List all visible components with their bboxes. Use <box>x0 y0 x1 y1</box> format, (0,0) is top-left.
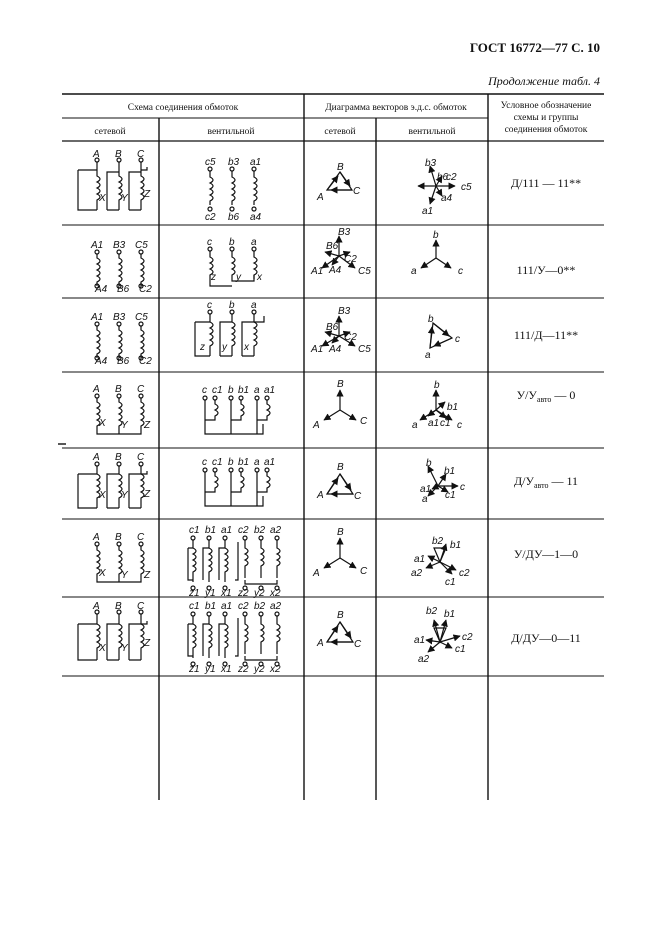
r6-lbl-b2: b2 <box>254 525 266 536</box>
r7-lbl-A: A <box>93 601 100 612</box>
page-header: ГОСТ 16772—77 С. 10 <box>469 40 600 55</box>
r5-vlbl-c: c <box>460 482 465 493</box>
r3-lbl-C2: C2 <box>139 356 152 367</box>
r2-dlbl-C2: C2 <box>344 254 357 265</box>
r5-dlbl-A: A <box>317 490 324 501</box>
r7-vlbl-a1: a1 <box>414 635 426 646</box>
r5-lbl-c: c <box>202 457 207 468</box>
r6-lbl-C: C <box>137 532 145 543</box>
r4-vlbl-c: c <box>457 420 462 431</box>
r6-lbl-a2: a2 <box>270 525 282 536</box>
r4-vlbl-a: a <box>412 420 418 431</box>
r5-lbl-a: a <box>254 457 260 468</box>
r3-lbl-B6: B6 <box>117 356 130 367</box>
r6-vlbl-b1: b1 <box>450 540 462 551</box>
r6-lbl-z2: z2 <box>238 588 249 599</box>
r6-vlbl-c2: c2 <box>459 568 470 579</box>
r3-valve-diagram <box>430 323 452 348</box>
designation-row-4-sub: авто <box>536 395 552 404</box>
r6-lbl-X: X <box>99 568 106 579</box>
r6-lbl-b1: b1 <box>205 525 217 536</box>
r7-lbl-z2: z2 <box>238 664 249 675</box>
header-designation-2: схемы и группы <box>513 113 579 123</box>
r1-vlbl-a1: a1 <box>422 206 434 217</box>
r5-vlbl-b1: b1 <box>444 466 456 477</box>
r4-lbl-Z: Z <box>144 420 151 431</box>
r6-lbl-A: A <box>93 532 100 543</box>
r3-valve-scheme <box>195 310 264 356</box>
r1-lbl-b3: b3 <box>228 157 240 168</box>
r1-network-diagram <box>327 172 352 190</box>
designation-row-4-main: У/У <box>516 388 537 402</box>
r6-lbl-c1: c1 <box>189 525 200 536</box>
r4-lbl-C: C <box>137 384 145 395</box>
r1-lbl-c2: c2 <box>205 212 216 223</box>
sub-valve-2: вентильной <box>408 127 456 137</box>
r2-vlbl-b: b <box>433 230 439 241</box>
header-designation-1: Условное обозначение <box>500 101 592 111</box>
r1-lbl-C: C <box>137 149 145 160</box>
r4-lbl-c: c <box>202 385 207 396</box>
r3-dlbl-C5: C5 <box>358 344 371 355</box>
r1-lbl-B: B <box>115 149 122 160</box>
r6-lbl-y1: y1 <box>205 588 216 599</box>
r7-lbl-x1: x1 <box>221 664 232 675</box>
r5-lbl-C: C <box>137 452 145 463</box>
r7-dlbl-B: B <box>337 610 344 621</box>
r7-lbl-c1: c1 <box>189 601 200 612</box>
r1-vlbl-c5: c5 <box>461 182 472 193</box>
r6-lbl-x2: x2 <box>270 588 281 599</box>
r7-lbl-b2: b2 <box>254 601 266 612</box>
r4-lbl-a: a <box>254 385 260 396</box>
r4-dlbl-B: B <box>337 379 344 390</box>
sub-network-2: сетевой <box>324 127 356 137</box>
r2-lbl-y: y <box>236 272 241 283</box>
r4-lbl-Y: Y <box>121 420 128 431</box>
r2-lbl-C2: C2 <box>139 284 152 295</box>
r6-vlbl-a1: a1 <box>414 554 426 565</box>
r4-lbl-A: A <box>93 384 100 395</box>
r6-network-diagram <box>324 538 356 568</box>
header-scheme: Схема соединения обмоток <box>127 103 239 113</box>
r6-lbl-Y: Y <box>121 570 128 581</box>
r1-vlbl-a4: a4 <box>441 193 453 204</box>
r1-network-scheme <box>78 158 147 210</box>
r5-lbl-b1: b1 <box>238 457 250 468</box>
r5-lbl-A: A <box>93 452 100 463</box>
r7-vlbl-a2: a2 <box>418 654 430 665</box>
r4-vlbl-b: b <box>434 380 440 391</box>
r7-vlbl-c2: c2 <box>462 632 473 643</box>
r7-lbl-x2: x2 <box>270 664 281 675</box>
r4-lbl-B: B <box>115 384 122 395</box>
r3-network-scheme <box>95 322 144 360</box>
r6-lbl-a1: a1 <box>221 525 233 536</box>
r1-vlbl-b6: b6 <box>437 172 449 183</box>
r1-lbl-b6: b6 <box>228 212 240 223</box>
designation-row-5-suffix: — 11 <box>548 474 579 488</box>
r4-vlbl-a1: a1 <box>428 418 440 429</box>
designation-row-5 <box>514 474 578 490</box>
r5-lbl-Z: Z <box>144 489 151 500</box>
r6-valve-scheme <box>188 536 280 590</box>
r7-lbl-C: C <box>137 601 145 612</box>
r4-lbl-X: X <box>99 418 106 429</box>
r7-network-diagram <box>327 622 353 642</box>
r7-vlbl-c1: c1 <box>455 644 466 655</box>
continuation-note: Продолжение табл. 4 <box>488 74 600 88</box>
r2-lbl-A1: A1 <box>91 240 104 251</box>
r3-dlbl-A1: A1 <box>311 344 324 355</box>
r6-lbl-c2: c2 <box>238 525 249 536</box>
r6-lbl-y2: y2 <box>254 588 265 599</box>
r6-lbl-z1: z1 <box>189 588 200 599</box>
r4-dlbl-C: C <box>360 416 368 427</box>
r7-vlbl-b2: b2 <box>426 606 438 617</box>
r2-lbl-z: z <box>211 272 216 283</box>
r7-lbl-Z: Z <box>144 638 151 649</box>
r4-vlbl-c1: c1 <box>440 418 451 429</box>
r2-lbl-C5: C5 <box>135 240 148 251</box>
r2-lbl-A4: A4 <box>95 284 108 295</box>
r7-lbl-B: B <box>115 601 122 612</box>
r6-vlbl-a2: a2 <box>411 568 423 579</box>
designation-row-4-suffix: — 0 <box>551 388 576 402</box>
r3-lbl-b: b <box>229 300 235 311</box>
r5-lbl-b: b <box>228 457 234 468</box>
designation-row-3: 111/Д—11** <box>513 328 579 342</box>
r2-dlbl-C5: C5 <box>358 266 371 277</box>
r7-lbl-a2: a2 <box>270 601 282 612</box>
r2-valve-diagram <box>421 240 451 268</box>
r4-lbl-a1: a1 <box>264 385 276 396</box>
r3-vlbl-a: a <box>425 350 431 361</box>
r6-dlbl-C: C <box>360 566 368 577</box>
r5-lbl-c1: c1 <box>212 457 223 468</box>
r5-dlbl-B: B <box>337 462 344 473</box>
designation-row-4 <box>517 388 576 404</box>
r1-dlbl-A: A <box>317 192 324 203</box>
designation-row-7: Д/ДУ—0—11 <box>511 631 581 645</box>
r7-lbl-c2: c2 <box>238 601 249 612</box>
r1-vlbl-c2: c2 <box>446 172 457 183</box>
r7-lbl-b1: b1 <box>205 601 217 612</box>
r7-network-scheme <box>78 610 147 660</box>
r5-network-scheme <box>78 462 147 508</box>
designation-row-2: 111/У—0** <box>516 263 576 277</box>
r3-dlbl-C2: C2 <box>344 332 357 343</box>
r1-valve-scheme <box>208 167 257 211</box>
r7-lbl-y1: y1 <box>205 664 216 675</box>
designation-row-1: Д/111 — 11** <box>510 176 582 190</box>
r7-lbl-X: X <box>99 643 106 654</box>
r5-vlbl-a: a <box>422 494 428 505</box>
r7-dlbl-A: A <box>317 638 324 649</box>
r5-lbl-a1: a1 <box>264 457 276 468</box>
r2-dlbl-A1: A1 <box>311 266 324 277</box>
r2-lbl-x: x <box>257 272 262 283</box>
r2-lbl-B6: B6 <box>117 284 130 295</box>
r2-network-scheme <box>95 250 144 288</box>
sub-valve-1: вентильной <box>207 127 255 137</box>
r5-dlbl-C: C <box>354 491 362 502</box>
sub-network-1: сетевой <box>94 127 126 137</box>
r2-vlbl-a: a <box>411 266 417 277</box>
r2-dlbl-A4: A4 <box>329 265 342 276</box>
r3-lbl-c: c <box>207 300 212 311</box>
r3-lbl-B3: B3 <box>113 312 126 323</box>
r5-valve-scheme <box>203 468 270 506</box>
designation-row-6: У/ДУ—1—0 <box>513 547 579 561</box>
r1-lbl-a1: a1 <box>250 157 262 168</box>
r1-vlbl-b3: b3 <box>425 158 437 169</box>
r4-network-diagram <box>324 390 356 420</box>
r1-dlbl-C: C <box>353 186 361 197</box>
r5-vlbl-b: b <box>426 458 432 469</box>
r5-network-diagram <box>327 474 353 494</box>
r3-lbl-z: z <box>200 342 205 353</box>
r6-lbl-Z: Z <box>144 570 151 581</box>
r4-vlbl-b1: b1 <box>447 402 459 413</box>
designation-row-5-sub: авто <box>533 481 549 490</box>
r6-lbl-B: B <box>115 532 122 543</box>
r3-lbl-a: a <box>251 300 257 311</box>
r4-lbl-b: b <box>228 385 234 396</box>
r6-lbl-x1: x1 <box>221 588 232 599</box>
r7-lbl-a1: a1 <box>221 601 233 612</box>
r3-dlbl-B6: B6 <box>326 322 339 333</box>
r3-lbl-x: x <box>244 342 249 353</box>
r7-vlbl-b1: b1 <box>444 609 456 620</box>
r1-lbl-X: X <box>99 193 106 204</box>
r3-lbl-A1: A1 <box>91 312 104 323</box>
r4-valve-scheme <box>203 396 270 434</box>
r2-lbl-B3: B3 <box>113 240 126 251</box>
r1-lbl-a4: a4 <box>250 212 262 223</box>
r5-lbl-X: X <box>99 490 106 501</box>
r2-vlbl-c: c <box>458 266 463 277</box>
r5-vlbl-a1: a1 <box>420 484 432 495</box>
r1-dlbl-B: B <box>337 162 344 173</box>
r7-dlbl-C: C <box>354 639 362 650</box>
r3-dlbl-A4: A4 <box>329 344 342 355</box>
r7-lbl-z1: z1 <box>189 664 200 675</box>
r4-lbl-c1: c1 <box>212 385 223 396</box>
r6-vlbl-c1: c1 <box>445 577 456 588</box>
r5-lbl-B: B <box>115 452 122 463</box>
r6-dlbl-A: A <box>313 568 320 579</box>
r2-dlbl-B6: B6 <box>326 241 339 252</box>
r5-lbl-Y: Y <box>121 490 128 501</box>
r3-vlbl-c: c <box>455 334 460 345</box>
r6-vlbl-b2: b2 <box>432 536 444 547</box>
r1-lbl-A: A <box>93 149 100 160</box>
r6-dlbl-B: B <box>337 527 344 538</box>
header-designation-3: соединения обмоток <box>504 125 588 135</box>
r2-lbl-c: c <box>207 237 212 248</box>
r7-lbl-Y: Y <box>121 643 128 654</box>
r2-lbl-a: a <box>251 237 257 248</box>
r4-lbl-b1: b1 <box>238 385 250 396</box>
header-diagram: Диаграмма векторов э.д.с. обмоток <box>325 103 467 113</box>
r1-lbl-c5: c5 <box>205 157 216 168</box>
r3-dlbl-B3: B3 <box>338 306 351 317</box>
r7-valve-scheme <box>188 612 280 666</box>
r3-lbl-A4: A4 <box>95 356 108 367</box>
r5-vlbl-c1: c1 <box>445 490 456 501</box>
r1-lbl-Z: Z <box>144 189 151 200</box>
r7-lbl-y2: y2 <box>254 664 265 675</box>
r3-vlbl-b: b <box>428 314 434 325</box>
r1-lbl-Y: Y <box>121 193 128 204</box>
r2-lbl-b: b <box>229 237 235 248</box>
designation-row-5-main: Д/У <box>513 474 534 488</box>
r4-dlbl-A: A <box>313 420 320 431</box>
r3-lbl-C5: C5 <box>135 312 148 323</box>
r3-lbl-y: y <box>222 342 227 353</box>
r2-dlbl-B3: B3 <box>338 227 351 238</box>
